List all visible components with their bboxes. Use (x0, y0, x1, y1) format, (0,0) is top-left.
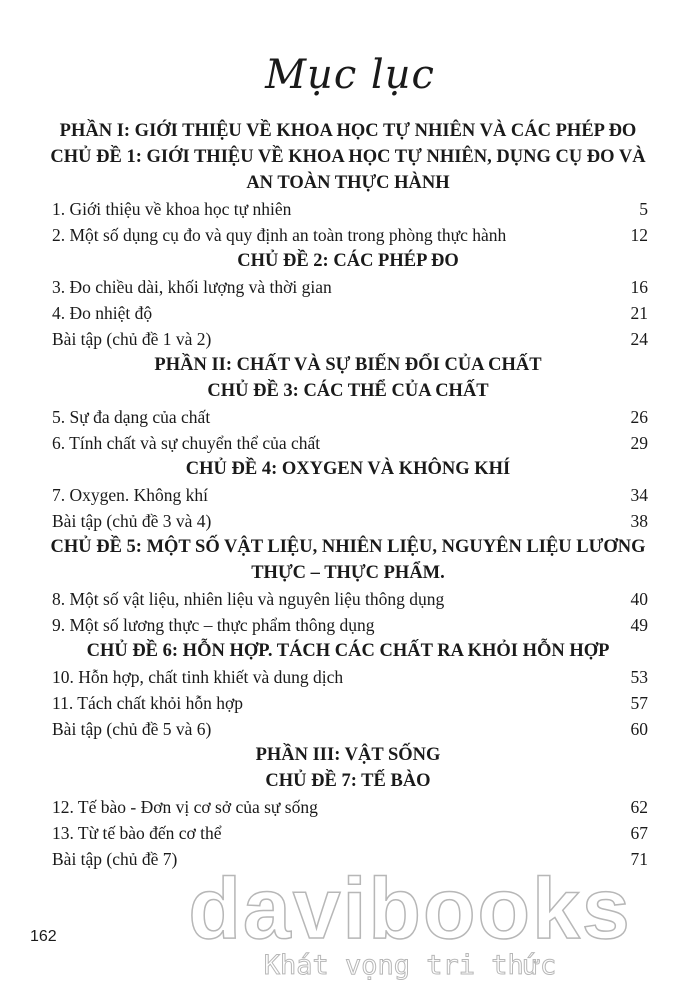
toc-entry (48, 222, 648, 248)
toc-entry (48, 482, 648, 508)
toc-entry (48, 794, 648, 820)
toc-entry (48, 846, 648, 872)
toc-entry (48, 404, 648, 430)
toc-entry-page: 16 (630, 277, 648, 297)
toc-entry (48, 820, 648, 846)
toc-entry-label: 10. Hỗn hợp, chất tinh khiết và dung dịch (52, 667, 344, 687)
toc-entry (48, 430, 648, 456)
toc-heading: CHỦ ĐỀ 1: GIỚI THIỆU VỀ KHOA HỌC TỰ NHIÊN, DỤNG CỤ ĐO VÀ AN TOÀN THỰC HÀNH (50, 147, 646, 193)
toc-heading: CHỦ ĐỀ 7: TẾ BÀO (265, 771, 431, 791)
toc-entry-page: 67 (630, 823, 648, 843)
toc-entry-label: 6. Tính chất và sự chuyển thể của chất (52, 433, 321, 453)
toc-entry-page: 38 (630, 511, 648, 531)
toc-heading: PHẦN II: CHẤT VÀ SỰ BIẾN ĐỔI CỦA CHẤT (154, 355, 542, 375)
toc-entry-label: Bài tập (chủ đề 1 và 2) (52, 329, 212, 349)
toc-entry (48, 326, 648, 352)
toc-entry-page: 5 (639, 199, 648, 219)
toc-entry-page: 24 (630, 329, 648, 349)
toc-entry-label: 9. Một số lương thực – thực phẩm thông dụng (52, 615, 375, 635)
toc-heading: CHỦ ĐỀ 3: CÁC THỂ CỦA CHẤT (207, 381, 489, 401)
toc-entry-label: 5. Sự đa dạng của chất (52, 407, 211, 427)
toc-entry-label: 11. Tách chất khỏi hỗn hợp (52, 693, 244, 713)
watermark-brand: davibooks (188, 861, 632, 957)
toc-entry (48, 612, 648, 638)
watermark-slogan: Khát vọng tri thức (263, 950, 557, 981)
toc-entry (48, 586, 648, 612)
toc-entry-page: 57 (630, 693, 648, 713)
toc-entry-page: 34 (630, 485, 648, 505)
toc-entry-label: Bài tập (chủ đề 5 và 6) (52, 719, 212, 739)
table-of-contents (48, 118, 648, 872)
toc-entry-label: 12. Tế bào - Đơn vị cơ sở của sự sống (52, 797, 318, 817)
toc-entry-page: 29 (630, 433, 648, 453)
page-title: Mục lục (265, 52, 435, 98)
toc-entry (48, 196, 648, 222)
toc-entry-page: 71 (630, 849, 648, 869)
toc-entry-label: 3. Đo chiều dài, khối lượng và thời gian (52, 277, 332, 297)
toc-entry-label: 2. Một số dụng cụ đo và quy định an toàn trong phòng thực hành (52, 225, 507, 245)
toc-entry-label: Bài tập (chủ đề 7) (52, 849, 178, 869)
toc-entry (48, 690, 648, 716)
toc-entry-page: 12 (630, 225, 648, 245)
toc-entry (48, 274, 648, 300)
toc-entry-label: 8. Một số vật liệu, nhiên liệu và nguyên liệu thông dụng (52, 589, 445, 609)
toc-entry-label: Bài tập (chủ đề 3 và 4) (52, 511, 212, 531)
toc-entry (48, 508, 648, 534)
toc-entry-page: 26 (630, 407, 648, 427)
toc-entry-label: 1. Giới thiệu về khoa học tự nhiên (52, 199, 292, 219)
toc-entry-label: 13. Từ tế bào đến cơ thể (52, 823, 222, 843)
toc-entry-label: 4. Đo nhiệt độ (52, 303, 153, 323)
toc-heading: CHỦ ĐỀ 6: HỖN HỢP. TÁCH CÁC CHẤT RA KHỎI HỖN HỢP (86, 641, 610, 661)
toc-entry-label: 7. Oxygen. Không khí (52, 485, 209, 505)
toc-entry-page: 62 (630, 797, 648, 817)
toc-entry-page: 49 (630, 615, 648, 635)
toc-heading: CHỦ ĐỀ 5: MỘT SỐ VẬT LIỆU, NHIÊN LIỆU, NGUYÊN LIỆU LƯƠNG THỰC – THỰC PHẨM. (50, 537, 646, 583)
toc-heading: PHẦN I: GIỚI THIỆU VỀ KHOA HỌC TỰ NHIÊN VÀ CÁC PHÉP ĐO (59, 121, 637, 141)
toc-heading: CHỦ ĐỀ 2: CÁC PHÉP ĐO (237, 251, 459, 271)
page-number: 162 (30, 928, 57, 945)
toc-heading: PHẦN III: VẬT SỐNG (255, 745, 441, 765)
toc-entry (48, 664, 648, 690)
toc-entry-page: 21 (630, 303, 648, 323)
toc-entry-page: 53 (630, 667, 648, 687)
toc-entry-page: 60 (630, 719, 648, 739)
toc-entry (48, 716, 648, 742)
toc-heading: CHỦ ĐỀ 4: OXYGEN VÀ KHÔNG KHÍ (185, 459, 511, 479)
toc-entry (48, 300, 648, 326)
toc-entry-page: 40 (630, 589, 648, 609)
